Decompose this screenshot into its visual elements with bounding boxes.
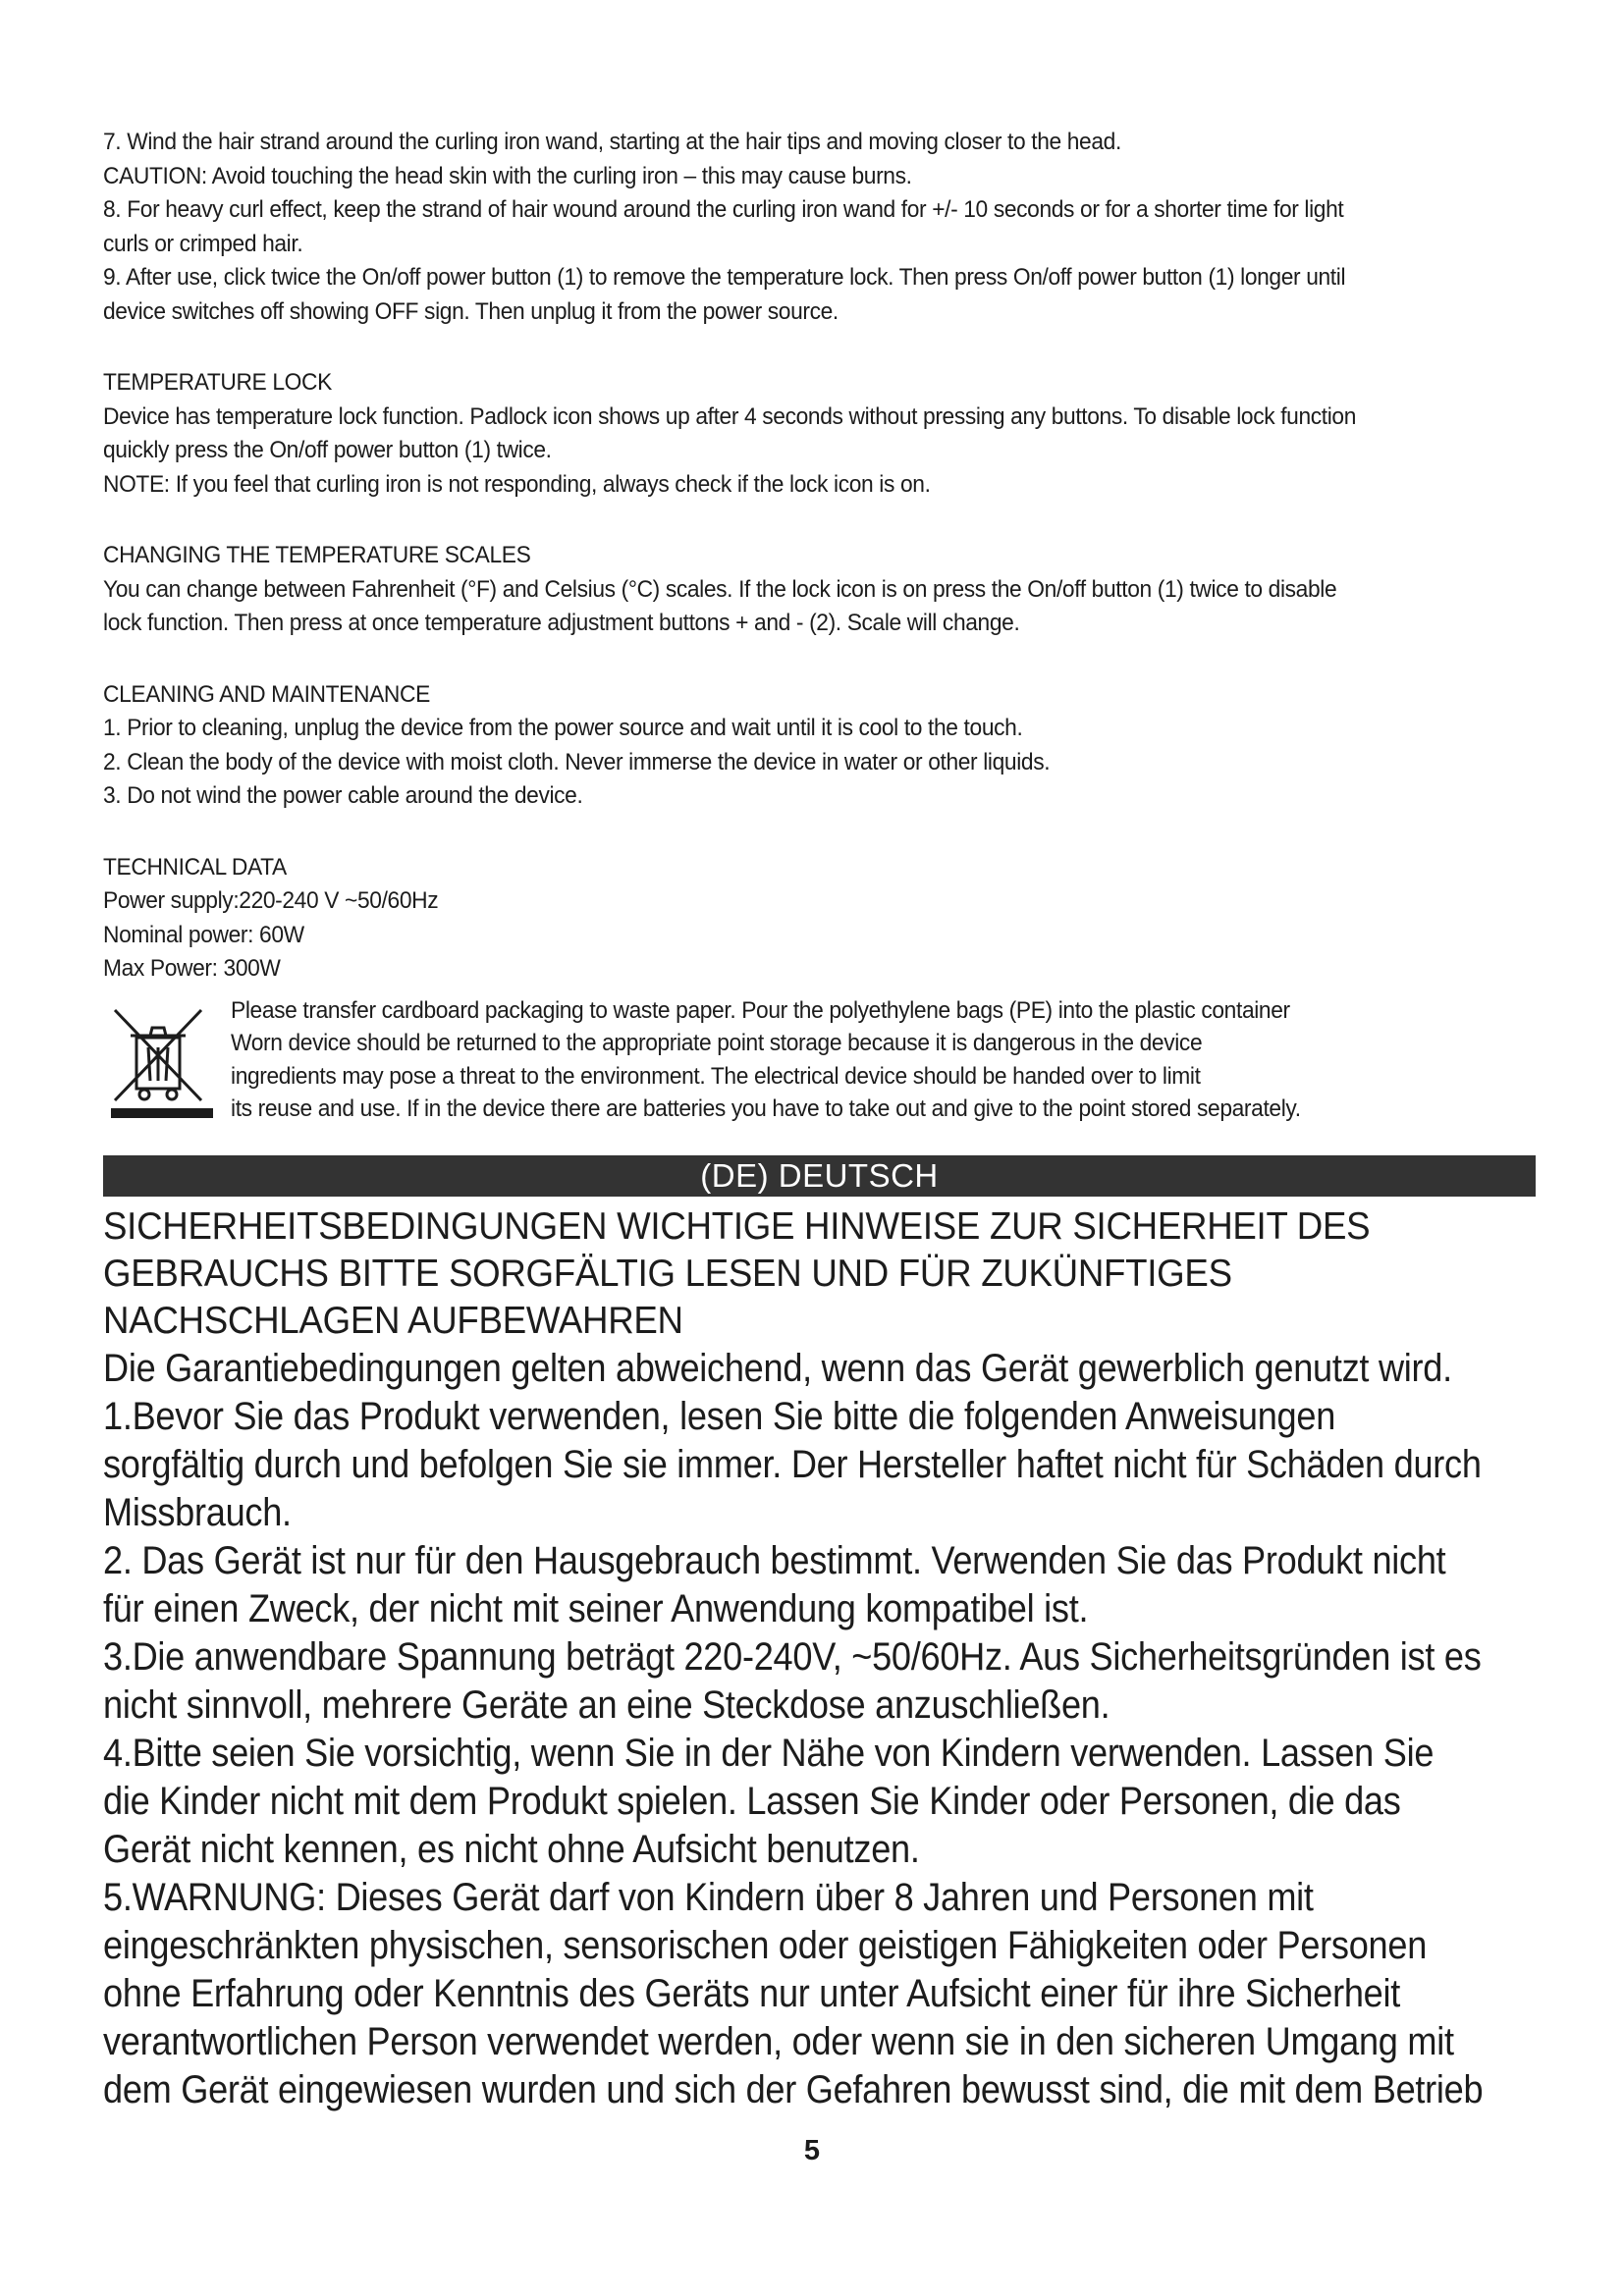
section-line: quickly press the On/off power button (1) twice. [103, 437, 552, 463]
disposal-notice [103, 994, 1537, 1132]
body-line: Die Garantiebedingungen gelten abweichend, wenn das Gerät gewerblich genutzt wird. [103, 1347, 1452, 1390]
german-body [103, 1345, 1541, 2114]
cleaning-section [103, 678, 1537, 814]
step-line: CAUTION: Avoid touching the head skin with the curling iron – this may cause burns. [103, 162, 912, 189]
disposal-line: ingredients may pose a threat to the environment. The electrical device should be handed over to limit [231, 1062, 1201, 1090]
section-heading: CHANGING THE TEMPERATURE SCALES [103, 542, 531, 568]
section-heading: TECHNICAL DATA [103, 853, 287, 881]
section-line: Max Power: 300W [103, 955, 281, 982]
section-line: 2. Clean the body of the device with moist cloth. Never immerse the device in water or other liquids. [103, 748, 1051, 775]
body-line: ohne Erfahrung oder Kenntnis des Geräts nur unter Aufsicht einer für ihre Sicherheit [103, 1972, 1401, 2015]
title-line: SICHERHEITSBEDINGUNGEN WICHTIGE HINWEISE ZUR SICHERHEIT DES [103, 1205, 1371, 1248]
german-title [103, 1203, 1543, 1345]
section-line: 1. Prior to cleaning, unplug the device from the power source and wait until it is cool to the touch. [103, 715, 1023, 741]
usage-steps [103, 126, 1537, 329]
section-line: Nominal power: 60W [103, 921, 304, 948]
section-line: Power supply:220-240 V ~50/60Hz [103, 887, 439, 914]
title-line: GEBRAUCHS BITTE SORGFÄLTIG LESEN UND FÜR ZUKÜNFTIGES [103, 1253, 1232, 1295]
body-line: 1.Bevor Sie das Produkt verwenden, lesen Sie bitte die folgenden Anweisungen [103, 1395, 1336, 1438]
step-line: 8. For heavy curl effect, keep the strand of hair wound around the curling iron wand for +/- 10 seconds or for a shorter time for light [103, 196, 1344, 223]
title-line: NACHSCHLAGEN AUFBEWAHREN [103, 1300, 683, 1342]
body-line: für einen Zweck, der nicht mit seiner Anwendung kompatibel ist. [103, 1587, 1089, 1630]
temperature-lock-section [103, 366, 1537, 502]
disposal-text [231, 994, 1573, 1126]
body-line: 2. Das Gerät ist nur für den Hausgebrauch bestimmt. Verwenden Sie das Produkt nicht [103, 1539, 1446, 1582]
german-section [103, 1203, 1537, 2114]
disposal-line: its reuse and use. If in the device there are batteries you have to take out and give to the point stored separately. [231, 1095, 1301, 1122]
section-heading: CLEANING AND MAINTENANCE [103, 680, 430, 708]
disposal-line: Worn device should be returned to the appropriate point storage because it is dangerous in the device [231, 1030, 1203, 1056]
section-line: 3. Do not wind the power cable around the device. [103, 782, 583, 809]
body-line: Missbrauch. [103, 1491, 292, 1534]
body-line: 3.Die anwendbare Spannung beträgt 220-240V, ~50/60Hz. Aus Sicherheitsgründen ist es [103, 1635, 1482, 1679]
technical-data-section [103, 851, 1537, 987]
section-line: lock function. Then press at once temperature adjustment buttons + and - (2). Scale will change. [103, 610, 1020, 636]
body-line: sorgfältig durch und befolgen Sie sie immer. Der Hersteller haftet nicht für Schäden durch [103, 1443, 1482, 1486]
weee-crossed-bin-icon [103, 1002, 219, 1118]
disposal-line: Please transfer cardboard packaging to waste paper. Pour the polyethylene bags (PE) into the plastic container [231, 996, 1290, 1024]
step-line: 7. Wind the hair strand around the curling iron wand, starting at the hair tips and moving closer to the head. [103, 129, 1121, 155]
step-line: curls or crimped hair. [103, 230, 303, 257]
step-line: device switches off showing OFF sign. Then unplug it from the power source. [103, 297, 839, 325]
temperature-scales-section [103, 539, 1537, 641]
body-line: 4.Bitte seien Sie vorsichtig, wenn Sie in der Nähe von Kindern verwenden. Lassen Sie [103, 1732, 1435, 1775]
step-line: 9. After use, click twice the On/off power button (1) to remove the temperature lock. Then press On/off power button (1) longer until [103, 264, 1346, 291]
body-line: die Kinder nicht mit dem Produkt spielen. Lassen Sie Kinder oder Personen, die das [103, 1780, 1401, 1823]
language-bar: (DE) DEUTSCH [103, 1155, 1536, 1197]
body-line: eingeschränkten physischen, sensorischen oder geistigen Fähigkeiten oder Personen [103, 1924, 1428, 1967]
body-line: 5.WARNUNG: Dieses Gerät darf von Kindern über 8 Jahren und Personen mit [103, 1876, 1314, 1919]
section-line: You can change between Fahrenheit (°F) and Celsius (°C) scales. If the lock icon is on press the On/off button (1) twice to disable [103, 575, 1337, 603]
body-line: dem Gerät eingewiesen wurden und sich der Gefahren bewusst sind, die mit dem Betrieb [103, 2068, 1484, 2111]
body-line: nicht sinnvoll, mehrere Geräte an eine Steckdose anzuschließen. [103, 1683, 1110, 1727]
page-number: 5 [803, 2135, 821, 2166]
section-line: Device has temperature lock function. Padlock icon shows up after 4 seconds without pressing any buttons. To disable lock function [103, 402, 1357, 430]
section-heading: TEMPERATURE LOCK [103, 369, 332, 396]
body-line: Gerät nicht kennen, es nicht ohne Aufsicht benutzen. [103, 1828, 920, 1871]
section-line: NOTE: If you feel that curling iron is not responding, always check if the lock icon is on. [103, 470, 931, 498]
body-line: verantwortlichen Person verwendet werden, oder wenn sie in den sicheren Umgang mit [103, 2020, 1454, 2063]
english-section [103, 126, 1537, 1132]
